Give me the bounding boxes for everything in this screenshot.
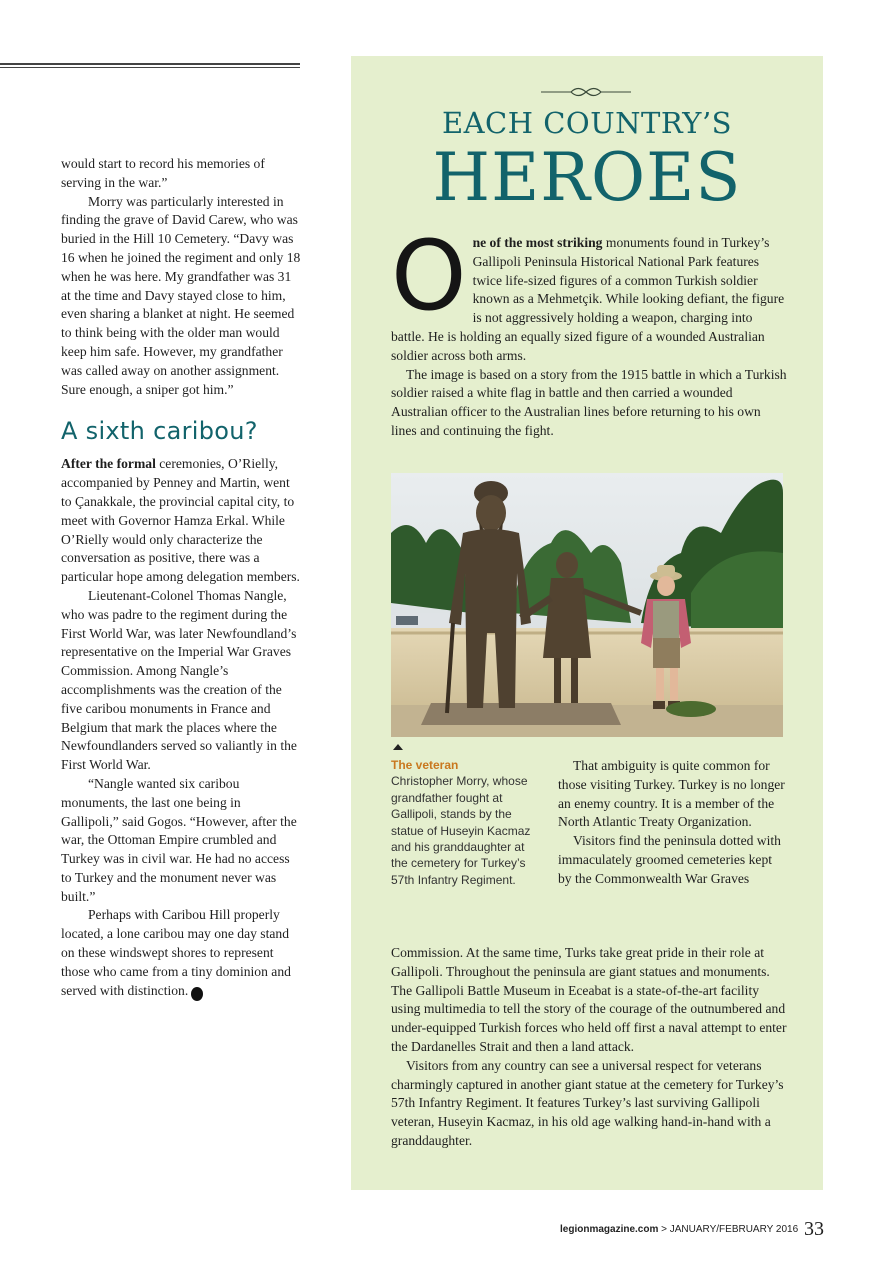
top-rule-thin — [0, 67, 300, 68]
sidebar-paragraph-2: The image is based on a story from the 1915 battle in which a Turkish soldier raised a white flag in battle and then carried a wounded Australian officer to the Australian lines before returning to his own lines and continuing the fight. — [391, 366, 787, 438]
sidebar-paragraph-1 — [391, 220, 789, 366]
sidebar-title: HEROES — [432, 139, 742, 216]
caption-text: Christopher Morry, whose grandfather fought at Gallipoli, stands by the statue of Huseyin Kacmaz and his granddaughter at the cemetery for Turkey’s 57th Infantry Regiment. — [391, 774, 531, 887]
sidebar-paragraph-1-text: monuments found in Turkey’s Gallipoli Peninsula Historical National Park features twice life-sized figures of a common Turkish soldier known as a Mehmetçik. While looking defiant, the figure is not aggressively holding a weapon, charging into battle. He is holding an equally sized figure of a wounded Australian soldier across both arms. — [391, 235, 785, 363]
left-paragraph-5: “Nangle wanted six caribou monuments, the last one being in Gallipoli,” said Gogos. “However, after the war, the Ottoman Empire crumbled and Turkey was in civil war. He had no access to Turkey and the monument never was built.” — [61, 775, 297, 904]
left-paragraph-3 — [61, 455, 301, 587]
left-paragraph-4: Lieutenant-Colonel Thomas Nangle, who was padre to the regiment during the First World War, was later Newfoundland’s representative on the Imperial War Graves Commission. Among Nangle’s accomplishments was the creation of the five caribou monuments in France and Belgium that mark the places where the Newfoundlanders served so valiantly in the First World War. — [61, 587, 297, 773]
statue-photo — [391, 473, 783, 737]
page-footer — [560, 1218, 860, 1241]
lead-in: After the formal — [61, 456, 156, 472]
ornament-icon — [541, 82, 631, 102]
sidebar-intro — [391, 220, 789, 441]
sidebar-wide-text — [391, 944, 789, 1151]
left-paragraph-6-text: Perhaps with Caribou Hill properly located, a lone caribou may one day stand on these windswept shores to represent those who came from a tiny dominion and served with distinction. — [61, 907, 291, 998]
photo-caption — [391, 757, 533, 888]
left-column — [61, 155, 301, 1001]
sidebar-paragraph-4b: Commission. At the same time, Turks take great pride in their role at Gallipoli. Throughout the peninsula are giant statues and monuments. The Gallipoli Battle Museum in Eceabat is a state-of-the-art facility using multimedia to tell the story of the courage of the outnumbered and under-equipped Turkish forces who held off first a naval attempt to enter the Dardanelles Strait and then a land attack. — [391, 945, 787, 1054]
top-rule-thick — [0, 63, 300, 65]
sidebar-paragraph-4a: Visitors find the peninsula dotted with immaculately groomed cemeteries kept by the Commonwealth War Graves — [558, 833, 781, 886]
drop-cap: O — [391, 220, 467, 332]
footer-issue: JANUARY/FEBRUARY 2016 — [669, 1224, 799, 1235]
sidebar-box — [351, 56, 823, 1190]
sidebar-paragraph-3: That ambiguity is quite common for those visiting Turkey. Turkey is no longer an enemy country. It is a member of the North Atlantic Treaty Organization. — [558, 758, 785, 830]
end-of-article-icon: L — [191, 987, 203, 1001]
sidebar-lead-in: ne of the most striking — [472, 235, 603, 250]
footer-separator: > — [661, 1224, 667, 1235]
left-paragraph-3-text: ceremonies, O’Rielly, accompanied by Penney and Martin, went to Çanakkale, the provincial capital city, to meet with Governor Hamza Erkal. While O’Rielly would only characterize the conversation as positive, there was a particular hope among delegation members. — [61, 456, 300, 585]
sidebar-right-text — [558, 757, 786, 889]
statue-photo-illustration — [391, 473, 783, 737]
footer-site: legionmagazine.com — [560, 1224, 659, 1235]
left-paragraph-1: would start to record his memories of serving in the war.” — [61, 156, 265, 190]
page-number: 33 — [803, 1218, 824, 1240]
caption-arrow-icon — [393, 744, 403, 750]
left-paragraph-2: Morry was particularly interested in finding the grave of David Carew, who was buried in the Hill 10 Cemetery. “Davy was 16 when he joined the regiment and only 18 when he was here. My grandfather was 31 at the time and Davy stayed close to him, even sharing a blanket at night. He seemed to think being with the older man would keep him safe. However, my grandfather was called away on another assignment. Sure enough, a sniper got him.” — [61, 193, 301, 397]
caption-title: The veteran — [391, 758, 459, 772]
left-paragraph-6 — [61, 906, 301, 1000]
section-heading: A sixth caribou? — [61, 417, 258, 446]
sidebar-paragraph-5: Visitors from any country can see a universal respect for veterans charmingly captured in another giant statue at the cemetery for Turkey’s 57th Infantry Regiment. It features Turkey’s last surviving Gallipoli veteran, Huseyin Kacmaz, in his old age walking hand-in-hand with a granddaughter. — [391, 1057, 784, 1148]
sidebar-kicker: EACH COUNTRY’S — [441, 106, 733, 140]
